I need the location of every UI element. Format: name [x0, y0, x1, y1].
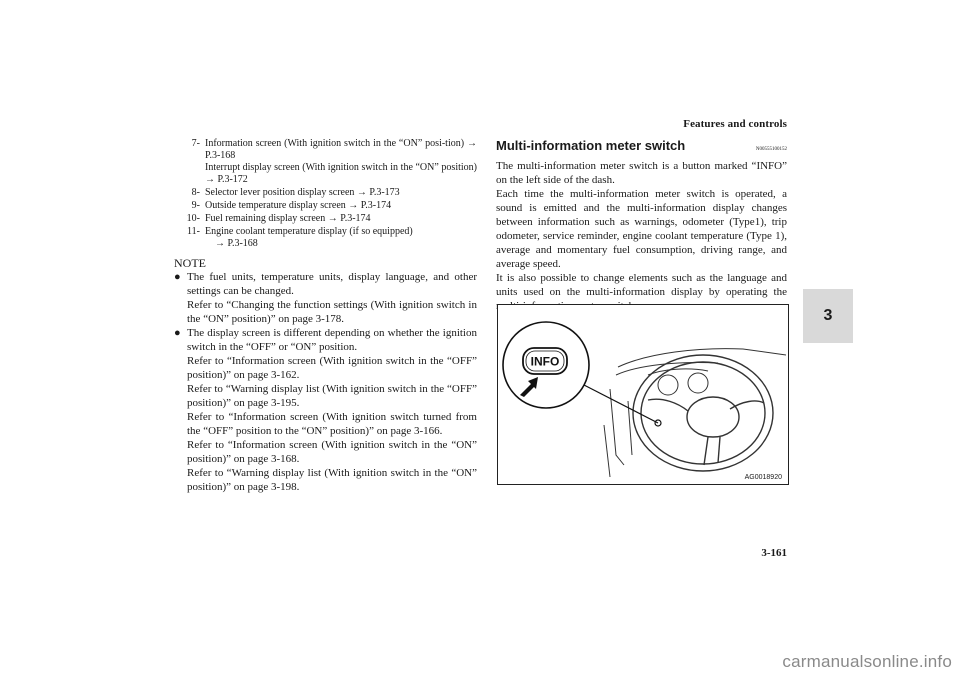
right-column: [496, 138, 787, 313]
dashboard-illustration: [498, 305, 788, 484]
list-number: 10-: [186, 213, 200, 224]
list-line: Interrupt display screen (With ignition switch in the “ON” position) → P.3-172: [205, 162, 477, 185]
list-item: [174, 200, 477, 212]
note-bullet: [174, 270, 477, 326]
watermark: carmanualsonline.info: [782, 652, 952, 671]
list-number: 8-: [191, 187, 200, 198]
list-number: 9-: [191, 200, 200, 211]
bullet-icon: ●: [174, 271, 181, 283]
list-line: Information screen (With ignition switch in the “ON” posi-tion) → P.3-168: [205, 138, 477, 161]
list-number: 11-: [187, 226, 200, 237]
info-button-icon: [523, 348, 567, 374]
note-heading: NOTE: [174, 256, 206, 270]
list-line: → P.3-168: [215, 238, 258, 249]
list-line: Engine coolant temperature display (if so equipped): [205, 226, 413, 237]
bullet-icon: ●: [174, 327, 181, 339]
running-header: Features and controls: [683, 118, 787, 130]
info-button-label: INFO: [530, 354, 560, 369]
list-item: [174, 187, 477, 199]
dashboard-figure: [497, 304, 789, 485]
list-line: Selector lever position display screen → P.3-173: [205, 187, 400, 198]
section-heading: [496, 138, 787, 153]
note-line: Refer to “Warning display list (With ignition switch in the “ON” position)” on page 3-198.: [187, 467, 477, 493]
paragraph: It is also possible to change elements such as the language and units used on the multi-information display by operating the: [496, 272, 787, 298]
list-item: [174, 213, 477, 225]
note-line: Refer to “Information screen (With ignition switch in the “OFF” position)” on page 3-162.: [187, 355, 477, 381]
list-line: Outside temperature display screen → P.3-174: [205, 200, 392, 211]
note-line: Refer to “Changing the function settings (With ignition switch in the “ON” position)” on page 3-178.: [187, 299, 477, 325]
list-number: 7-: [191, 138, 200, 149]
left-column: [174, 138, 477, 494]
note-line: Refer to “Information screen (With ignition switch turned from the “OFF” position to the “ON” position)” on page 3-166.: [187, 411, 477, 437]
note-bullet: [174, 326, 477, 494]
list-item: [174, 226, 477, 250]
note-line: Refer to “Information screen (With ignition switch in the “ON” position)” on page 3-168.: [187, 439, 477, 465]
section-code: N00555100152: [755, 147, 787, 152]
figure-code: AG0018920: [744, 474, 782, 481]
note-line: The fuel units, temperature units, display language, and other settings can be changed.: [187, 271, 477, 297]
note-line: Refer to “Warning display list (With ignition switch in the “OFF” position)” on page 3-195.: [187, 383, 477, 409]
section-title: Multi-information meter switch: [496, 138, 686, 153]
chapter-tab: 3: [803, 289, 853, 343]
list-item: [174, 138, 477, 186]
list-line: Fuel remaining display screen → P.3-174: [205, 213, 371, 224]
paragraph: The multi-information meter switch is a button marked “INFO” on the left side of the dash.: [496, 160, 787, 186]
reference-list: [174, 138, 477, 250]
note-line: The display screen is different depending on whether the ignition switch in the “OFF” or “ON” position.: [187, 327, 477, 353]
page-number: 3-161: [761, 547, 787, 559]
paragraph: Each time the multi-information meter switch is operated, a sound is emitted and the multi-information display changes between information such as warnings, odometer (Type1), trip odometer, service reminder, engine coolant temperature (Type 1), average and momentary fuel consumption, driving range, and average speed.: [496, 188, 787, 270]
